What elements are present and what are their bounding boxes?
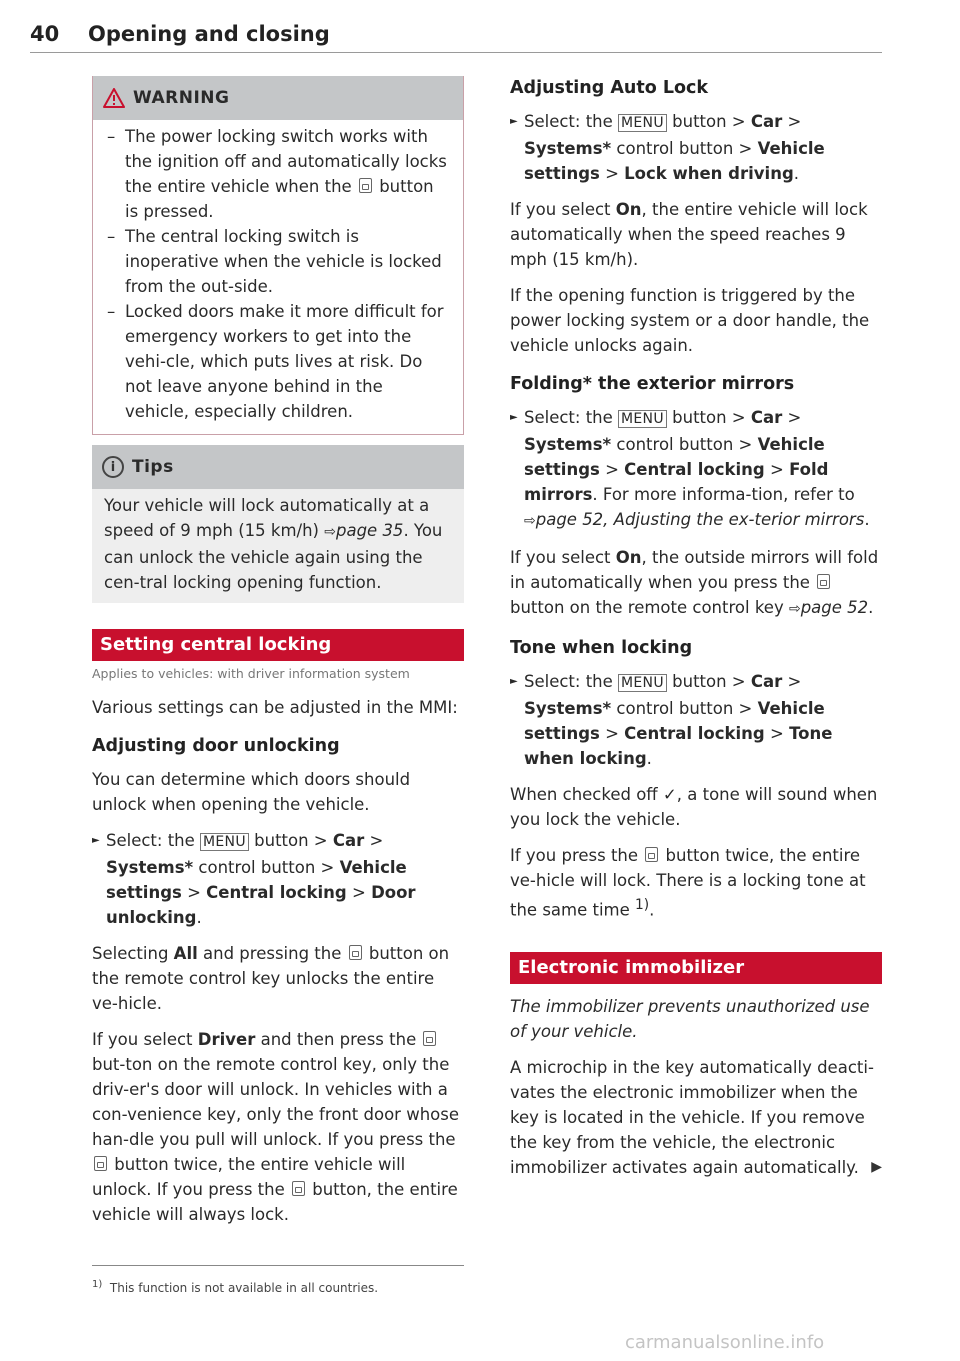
section-title: Setting central locking: [92, 629, 464, 661]
page-header: [30, 22, 882, 52]
applies-note: Applies to vehicles: with driver information system: [92, 666, 410, 681]
instruction-step: ► Select: the MENU button > Car > Systems* control button > Vehicle settings > Central locking > Door unlocking.: [92, 828, 464, 930]
menu-key: MENU: [618, 114, 667, 132]
subheading: Adjusting Auto Lock: [510, 78, 709, 98]
tips-box: [92, 445, 464, 603]
warning-item: – Locked doors make it more difficult for emergency workers to get into the vehi-cle, which puts lives at risk. Do not leave anyone behind in the vehicle, especially children.: [105, 299, 451, 424]
warning-body: [93, 120, 463, 428]
paragraph: If you select On, the entire vehicle will lock automatically when the speed reaches 9 mph (15 km/h).: [510, 200, 868, 269]
instruction-step: ► Select: the MENU button > Car > Systems* control button > Vehicle settings > Central locking > Tone when locking.: [510, 669, 882, 771]
lock-button-icon: [817, 574, 830, 589]
menu-key: MENU: [618, 410, 667, 428]
warning-header: [93, 76, 463, 120]
ref-arrow-icon: ⇨: [324, 524, 336, 540]
warning-item: [105, 124, 451, 224]
lead-text: The immobilizer prevents unauthorized use of your vehicle.: [510, 996, 870, 1041]
subheading: Tone when locking: [510, 638, 693, 658]
paragraph: If you select Driver and then press the but-ton on the remote control key, only the driv-er's door will unlock. In vehicles with a con-venience key, only the front door whose han-dle you pull will unlock. If you press the button twice, the entire vehicle will unlock. If you press the button, the entire vehicle will always lock.: [92, 1030, 459, 1224]
lock-button-icon: [292, 1181, 305, 1196]
tips-label: Tips: [132, 456, 174, 477]
unlock-button-icon: [94, 1156, 107, 1171]
lock-button-icon: [359, 178, 372, 193]
warning-item-text: The power locking switch works with the ignition off and automatically locks the entire vehicle when the button is pressed.: [125, 127, 447, 221]
paragraph: If the opening function is triggered by the power locking system or a door handle, the vehicle unlocks again.: [510, 286, 870, 355]
chapter-title: Opening and closing: [88, 22, 330, 46]
page-ref-link[interactable]: page 35: [335, 521, 404, 540]
warning-triangle-icon: [103, 88, 125, 108]
intro-text: Various settings can be adjusted in the MMI:: [92, 698, 458, 717]
tips-body: Your vehicle will lock automatically at a speed of 9 mph (15 km/h) ⇨page 35. You can unlock the vehicle again using the cen-tral locking opening function.: [104, 496, 443, 592]
unlock-button-icon: [423, 1031, 436, 1046]
info-icon: i: [102, 456, 124, 478]
unlock-button-icon: [349, 945, 362, 960]
paragraph: Selecting All and pressing the button on the remote control key unlocks the entire ve-hicle.: [92, 944, 450, 1013]
menu-key: MENU: [200, 833, 249, 851]
paragraph: A microchip in the key automatically deacti-vates the electronic immobilizer when the key is located in the vehicle. If you remove the key from the vehicle, the electronic immobilizer activates again automatically. ▶: [510, 1055, 882, 1180]
menu-key: MENU: [618, 674, 667, 692]
right-column: [510, 76, 882, 1191]
warning-label: WARNING: [133, 87, 230, 108]
instruction-step: ► Select: the MENU button > Car > Systems* control button > Vehicle settings > Lock when driving.: [510, 109, 882, 186]
page-ref-link[interactable]: page 52: [800, 598, 869, 617]
paragraph: You can determine which doors should unlock when opening the vehicle.: [92, 770, 411, 814]
continue-arrow-icon: ▶: [871, 1158, 882, 1175]
page-number: 40: [30, 22, 60, 46]
paragraph: If you select On, the outside mirrors will fold in automatically when you press the button on the remote control key ⇨page 52.: [510, 548, 879, 617]
footnote-divider: [92, 1265, 464, 1266]
section-title: Electronic immobilizer: [510, 952, 882, 984]
ref-arrow-icon: ⇨: [788, 601, 801, 617]
subheading: Folding* the exterior mirrors: [510, 374, 795, 394]
paragraph: If you press the button twice, the entire ve-hicle will lock. There is a locking tone at the same time $^{1)}$.: [510, 846, 866, 920]
ref-arrow-icon: ⇨: [524, 513, 536, 529]
instruction-step: ► Select: the MENU button > Car > Systems* control button > Vehicle settings > Central locking > Fold mirrors. For more informa-tion, refer to ⇨page 52, Adjusting the ex-terior mirrors.: [510, 405, 882, 534]
header-divider: [30, 52, 882, 53]
watermark: carmanualsonline.info: [625, 1332, 825, 1353]
warning-box: [92, 76, 464, 435]
page-ref-link[interactable]: page 52, Adjusting the ex-terior mirrors: [535, 510, 865, 529]
lock-button-icon: [645, 847, 658, 862]
subheading: Adjusting door unlocking: [92, 736, 340, 756]
warning-item: – The central locking switch is inoperative when the vehicle is locked from the out-side.: [105, 224, 451, 299]
left-column: [92, 76, 464, 1238]
footnote: $^{1)}$ This function is not available in all countries.: [92, 1279, 379, 1295]
paragraph: When checked off ✓, a tone will sound when you lock the vehicle.: [510, 785, 878, 829]
tips-header: [92, 445, 464, 489]
